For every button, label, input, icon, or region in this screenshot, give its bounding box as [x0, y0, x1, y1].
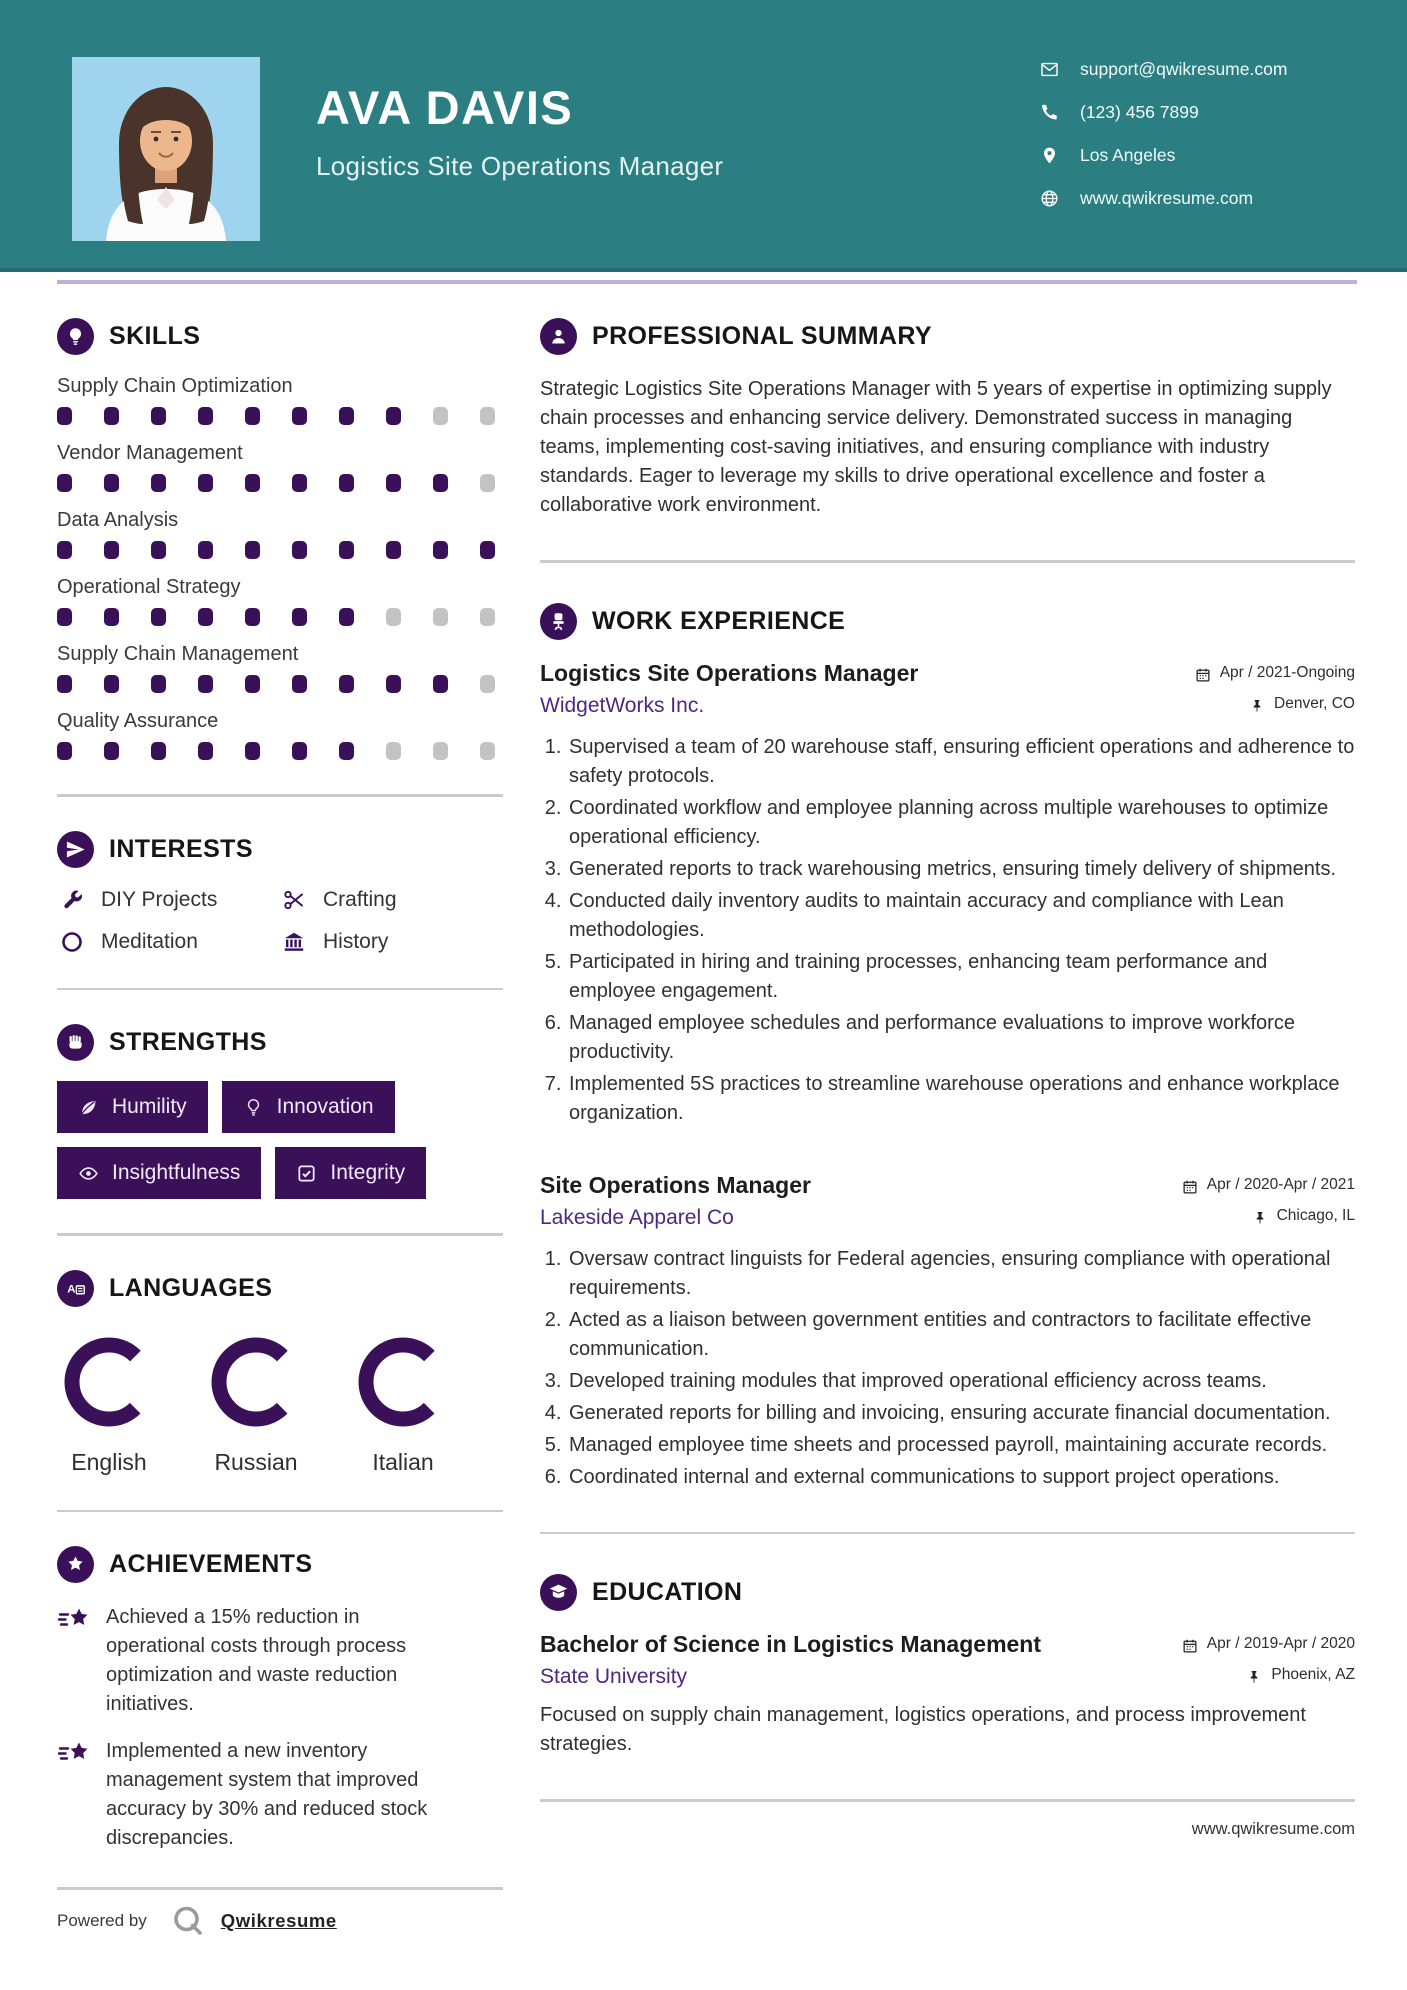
interest-item	[60, 888, 282, 912]
email-icon	[1040, 60, 1059, 79]
work-title: WORK EXPERIENCE	[592, 606, 846, 635]
skill-dot	[292, 474, 307, 492]
divider	[540, 1532, 1355, 1535]
skill-dot	[57, 608, 72, 626]
job-bullet: 2. Coordinated workflow and employee planning across multiple warehouses to optimize operational efficiency.	[567, 794, 1355, 852]
skill-dot	[245, 541, 260, 559]
job-date: Apr / 2021-Ongoing	[1195, 664, 1355, 682]
powered-by-footer	[57, 1904, 503, 1938]
skill-rating	[57, 474, 503, 492]
contact-text: support@qwikresume.com	[1080, 59, 1288, 79]
job-entry	[540, 660, 1355, 1128]
achievements-title: ACHIEVEMENTS	[109, 1550, 313, 1578]
skill-dot	[339, 474, 354, 492]
powered-by-label: Powered by	[57, 1910, 147, 1930]
svg-text:A: A	[67, 1282, 76, 1295]
interest-label: Meditation	[101, 929, 198, 953]
skill-item	[57, 509, 503, 559]
skill-label: Vendor Management	[57, 442, 243, 464]
languages-title: LANGUAGES	[109, 1273, 273, 1302]
strength-label: Humility	[112, 1095, 187, 1118]
job-title: Logistics Site Operations Manager	[540, 659, 919, 686]
divider	[57, 988, 503, 991]
education-description: Focused on supply chain management, logistics operations, and process improvement strategies.	[540, 1704, 1306, 1755]
calendar-icon	[1182, 1179, 1198, 1195]
skill-dot	[245, 675, 260, 693]
summary-text: Strategic Logistics Site Operations Manager with 5 years of expertise in optimizing supply chain processes and enhancing service delivery. Demonstrated success in managing teams, implementing cost-saving initiatives, and ensuring compliance with industry standards. Eager to leverage my skills to drive operational excellence and foster a collaborative work environment.	[540, 378, 1332, 516]
skill-dot	[292, 541, 307, 559]
education-title: EDUCATION	[592, 1578, 743, 1606]
skill-rating	[57, 608, 503, 626]
job-bullets	[540, 733, 1355, 1128]
education-section	[540, 1574, 1355, 1759]
strength-chip	[222, 1081, 395, 1133]
job-bullet: 4. Generated reports for billing and invoicing, ensuring accurate financial documentation.	[567, 1399, 1355, 1428]
skill-dot	[480, 608, 495, 626]
divider	[57, 1233, 503, 1236]
skill-dot	[292, 675, 307, 693]
header-banner	[0, 0, 1407, 272]
right-column	[540, 318, 1355, 1938]
job-bullet: 5. Managed employee time sheets and processed payroll, maintaining accurate records.	[567, 1431, 1355, 1460]
skill-dot	[339, 541, 354, 559]
education-heading	[540, 1574, 1355, 1611]
job-location: Denver, CO	[1249, 695, 1355, 713]
skill-dot	[151, 742, 166, 760]
language-item	[358, 1337, 448, 1476]
job-bullet: 7. Implemented 5S practices to streamline warehouse operations and enhance workplace organization.	[567, 1070, 1355, 1128]
language-item	[211, 1337, 301, 1476]
divider	[57, 794, 503, 797]
skills-section	[57, 318, 503, 760]
strengths-heading	[57, 1024, 503, 1061]
shooting-star-icon	[57, 1606, 93, 1636]
user-icon	[540, 318, 577, 355]
leaf-icon	[78, 1097, 99, 1118]
job-bullets	[540, 1245, 1355, 1492]
education-location: Phoenix, AZ	[1246, 1666, 1355, 1684]
skill-dot	[433, 474, 448, 492]
skill-dot	[386, 742, 401, 760]
job-bullet: 5. Participated in hiring and training processes, enhancing team performance and employee engagement.	[567, 948, 1355, 1006]
bulb-outline-icon	[243, 1097, 264, 1118]
strength-label: Innovation	[276, 1095, 374, 1118]
contact-item[interactable]	[1040, 134, 1287, 177]
skill-dot	[198, 407, 213, 425]
paper-plane-icon	[57, 831, 94, 868]
language-item	[64, 1337, 154, 1476]
profile-photo	[72, 57, 260, 241]
qwikresume-logo-icon	[171, 1904, 205, 1938]
skills-heading	[57, 318, 503, 355]
strength-chip	[57, 1081, 208, 1133]
achievement-item	[57, 1603, 503, 1719]
skill-dot	[57, 407, 72, 425]
skill-dot	[198, 742, 213, 760]
job-date: Apr / 2020-Apr / 2021	[1182, 1176, 1355, 1194]
divider	[540, 560, 1355, 563]
job-bullet: 2. Acted as a liaison between government entities and contractors to facilitate effective communication.	[567, 1306, 1355, 1364]
header-rule	[57, 280, 1357, 284]
skill-dot	[245, 474, 260, 492]
skill-dot	[104, 541, 119, 559]
skill-dot	[104, 675, 119, 693]
skill-dot	[292, 608, 307, 626]
work-heading	[540, 603, 1355, 640]
school-link[interactable]: State University	[540, 1665, 688, 1688]
contact-block	[1040, 48, 1287, 220]
skill-dot	[480, 675, 495, 693]
skill-rating	[57, 742, 503, 760]
company-link[interactable]: WidgetWorks Inc.	[540, 693, 705, 717]
interest-label: DIY Projects	[101, 887, 218, 911]
job-bullet: 1. Oversaw contract linguists for Federal agencies, ensuring compliance with operational requirements.	[567, 1245, 1355, 1303]
job-bullet: 1. Supervised a team of 20 warehouse staff, ensuring efficient operations and adherence to safety protocols.	[567, 733, 1355, 791]
skill-dot	[198, 608, 213, 626]
shooting-star-icon	[57, 1740, 93, 1770]
job-bullet: 6. Managed employee schedules and performance evaluations to improve workforce productivity.	[567, 1009, 1355, 1067]
skill-item	[57, 710, 503, 760]
skill-dot	[433, 608, 448, 626]
skill-dot	[480, 541, 495, 559]
skill-dot	[386, 541, 401, 559]
skill-dot	[339, 742, 354, 760]
person-title: Logistics Site Operations Manager	[316, 151, 724, 181]
skill-dot	[433, 742, 448, 760]
job-bullet: 3. Developed training modules that improved operational efficiency across teams.	[567, 1367, 1355, 1396]
skill-dot	[433, 675, 448, 693]
contact-text: www.qwikresume.com	[1080, 188, 1254, 208]
interest-item	[282, 888, 503, 912]
skill-rating	[57, 675, 503, 693]
skill-dot	[386, 474, 401, 492]
contact-item[interactable]	[1040, 48, 1287, 91]
contact-text: Los Angeles	[1080, 145, 1176, 165]
skill-dot	[386, 608, 401, 626]
skill-dot	[339, 608, 354, 626]
skill-label: Operational Strategy	[57, 576, 241, 598]
achievements-heading	[57, 1546, 503, 1583]
museum-icon	[282, 930, 306, 954]
strengths-section	[57, 1024, 503, 1199]
skill-dot	[339, 407, 354, 425]
contact-item[interactable]	[1040, 177, 1287, 220]
skill-dot	[386, 407, 401, 425]
skill-item	[57, 442, 503, 492]
skill-dot	[292, 742, 307, 760]
achievement-item	[57, 1737, 503, 1853]
translate-icon	[57, 1270, 94, 1307]
skill-dot	[57, 474, 72, 492]
resume-body	[0, 272, 1407, 1938]
degree-title: Bachelor of Science in Logistics Management	[540, 1631, 1042, 1657]
strength-label: Integrity	[330, 1161, 406, 1184]
language-label: Russian	[214, 1448, 298, 1475]
job-entry	[540, 1172, 1355, 1492]
divider	[540, 1799, 1355, 1802]
achievements-section	[57, 1546, 503, 1853]
wrench-icon	[60, 888, 84, 912]
strength-chip	[57, 1147, 261, 1199]
divider	[57, 1510, 503, 1513]
scissors-icon	[282, 888, 306, 912]
interest-label: History	[323, 929, 389, 953]
achievement-text: Implemented a new inventory management system that improved accuracy by 30% and reduced stock discrepancies.	[106, 1740, 428, 1849]
skill-dot	[198, 541, 213, 559]
company-link[interactable]: Lakeside Apparel Co	[540, 1205, 734, 1229]
person-name: AVA DAVIS	[316, 81, 574, 134]
skill-dot	[480, 407, 495, 425]
skill-dot	[104, 608, 119, 626]
checkbox-icon	[296, 1163, 317, 1184]
skill-dot	[104, 742, 119, 760]
left-column	[57, 318, 503, 1938]
skill-label: Supply Chain Optimization	[57, 375, 293, 397]
skill-dot	[57, 742, 72, 760]
skill-label: Quality Assurance	[57, 710, 219, 732]
pushpin-icon	[1252, 1210, 1268, 1226]
skill-rating	[57, 541, 503, 559]
job-location: Chicago, IL	[1252, 1207, 1355, 1225]
skill-dot	[151, 541, 166, 559]
interest-item	[60, 930, 282, 954]
calendar-icon	[1195, 667, 1211, 683]
summary-section	[540, 318, 1355, 520]
website-footer[interactable]: www.qwikresume.com	[1191, 1819, 1355, 1838]
phone-icon	[1040, 103, 1059, 122]
job-title: Site Operations Manager	[540, 1171, 811, 1198]
interest-label: Crafting	[323, 887, 397, 911]
skill-dot	[151, 474, 166, 492]
language-donut	[358, 1337, 448, 1427]
work-experience-section	[540, 603, 1355, 1492]
languages-section	[57, 1270, 503, 1476]
star-icon	[57, 1546, 94, 1583]
skill-dot	[292, 407, 307, 425]
skill-dot	[104, 474, 119, 492]
skill-label: Supply Chain Management	[57, 643, 299, 665]
skill-dot	[104, 407, 119, 425]
job-bullet: 3. Generated reports to track warehousing metrics, ensuring timely delivery of shipments.	[567, 855, 1355, 884]
skill-dot	[480, 742, 495, 760]
language-label: Italian	[372, 1448, 434, 1475]
eye-icon	[78, 1163, 99, 1184]
skill-dot	[433, 541, 448, 559]
circle-icon	[60, 930, 84, 954]
skill-item	[57, 643, 503, 693]
interests-heading	[57, 831, 503, 868]
fist-icon	[57, 1024, 94, 1061]
interest-item	[282, 930, 503, 954]
skill-item	[57, 576, 503, 626]
language-label: English	[71, 1448, 147, 1475]
skill-dot	[198, 474, 213, 492]
job-bullet: 4. Conducted daily inventory audits to maintain accuracy and compliance with Lean methodologies.	[567, 887, 1355, 945]
language-donut	[211, 1337, 301, 1427]
achievement-text: Achieved a 15% reduction in operational costs through process optimization and waste reduction initiatives.	[106, 1606, 407, 1715]
languages-heading	[57, 1270, 503, 1307]
skill-dot	[480, 474, 495, 492]
lightbulb-icon	[57, 318, 94, 355]
graduation-cap-icon	[540, 1574, 577, 1611]
skills-title: SKILLS	[109, 322, 201, 350]
skill-dot	[198, 675, 213, 693]
skill-dot	[245, 608, 260, 626]
education-date: Apr / 2019-Apr / 2020	[1182, 1635, 1355, 1653]
skill-dot	[386, 675, 401, 693]
divider	[57, 1887, 503, 1890]
skill-dot	[151, 675, 166, 693]
skill-dot	[57, 675, 72, 693]
location-icon	[1040, 146, 1059, 165]
office-chair-icon	[540, 603, 577, 640]
qwikresume-link[interactable]: Qwikresume	[220, 1909, 337, 1931]
strength-label: Insightfulness	[112, 1161, 241, 1184]
skill-dot	[245, 407, 260, 425]
pushpin-icon	[1249, 698, 1265, 714]
skill-dot	[151, 407, 166, 425]
summary-title: PROFESSIONAL SUMMARY	[592, 322, 932, 350]
skill-dot	[339, 675, 354, 693]
skill-label: Data Analysis	[57, 509, 179, 531]
job-bullet: 6. Coordinated internal and external communications to support project operations.	[567, 1463, 1355, 1492]
skill-item	[57, 375, 503, 425]
calendar-icon	[1182, 1638, 1198, 1654]
globe-icon	[1040, 189, 1059, 208]
interests-title: INTERESTS	[109, 834, 253, 863]
contact-text: (123) 456 7899	[1080, 102, 1199, 122]
skill-dot	[433, 407, 448, 425]
skill-dot	[151, 608, 166, 626]
contact-item[interactable]	[1040, 91, 1287, 134]
strengths-title: STRENGTHS	[109, 1028, 267, 1056]
skill-dot	[245, 742, 260, 760]
pushpin-icon	[1246, 1669, 1262, 1685]
interests-section	[57, 831, 503, 954]
summary-heading	[540, 318, 1355, 355]
skill-dot	[57, 541, 72, 559]
skill-rating	[57, 407, 503, 425]
language-donut	[64, 1337, 154, 1427]
strength-chip	[275, 1147, 426, 1199]
